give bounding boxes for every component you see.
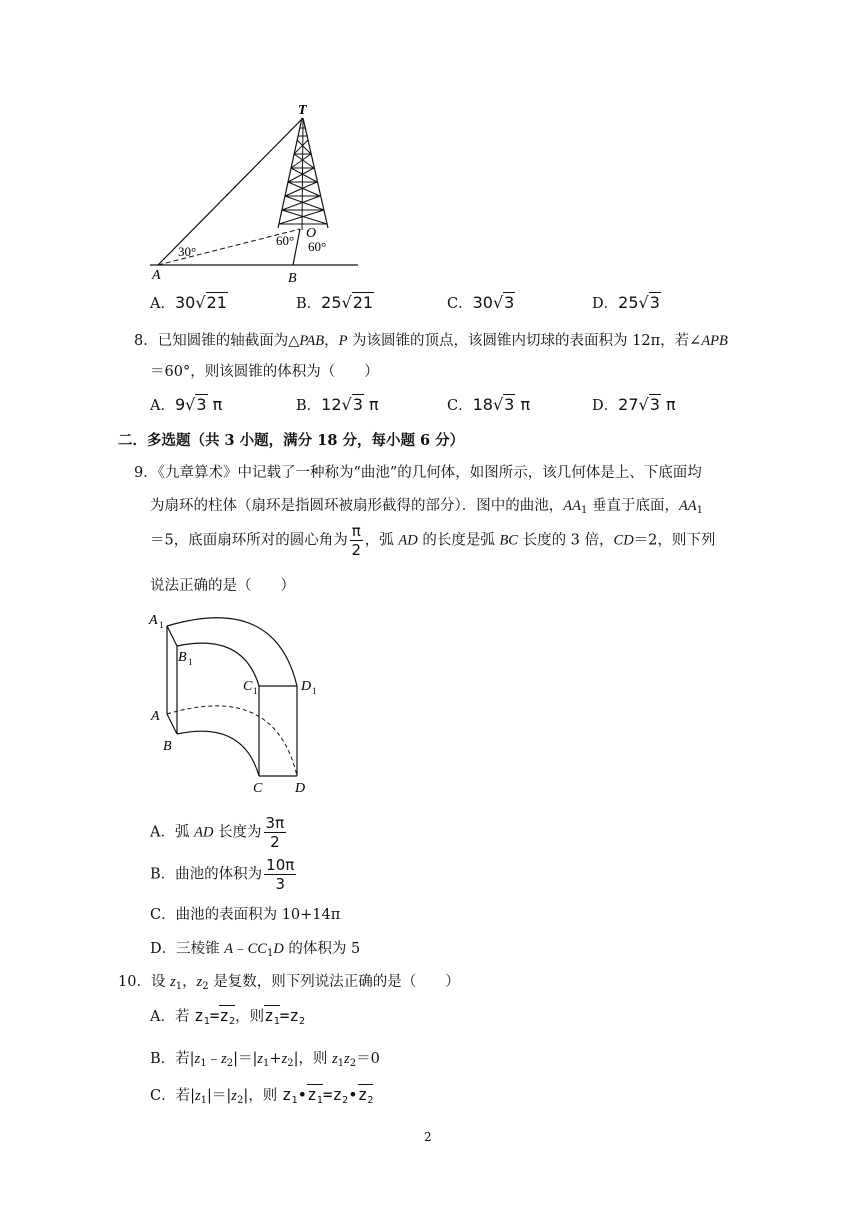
angle-o2-label: 60° — [308, 239, 327, 254]
q7-option-b[interactable]: B．25√21 — [296, 293, 374, 312]
q8-stem-line2: ＝60°，则该圆锥的体积为（ ） — [150, 364, 379, 380]
q8-option-c[interactable]: C．18√3 π — [447, 395, 531, 414]
q9-option-b[interactable]: B．曲池的体积为 $\frac{10\pi}{3}$ — [150, 856, 295, 893]
label-c: C — [253, 781, 263, 796]
svg-text:1: 1 — [159, 620, 164, 630]
q9-stem-line2: 为扇环的柱体（扇环是指圆环被扇形截得的部分）．图中的曲池，$AA_1$ 垂直于底面，$AA_1$ — [150, 498, 704, 516]
q9-option-a[interactable]: A．弧 AD 长度为 $\frac{3\pi}{2}$ — [150, 814, 285, 851]
q9-stem-line1: 9．《九章算术》中记载了一种称为“曲池”的几何体，如图所示，该几何体是上、下底面均 — [134, 465, 702, 481]
q8-option-b[interactable]: B．12√3 π — [296, 395, 379, 414]
page-number: 2 — [424, 1130, 432, 1144]
label-o: O — [306, 226, 317, 241]
angle-a-label: 30° — [178, 244, 197, 259]
label-b: B — [163, 739, 172, 754]
q9-option-d[interactable]: D．三棱锥 $A﹣CC_1D$ 的体积为 5 — [150, 941, 361, 959]
label-c1: C — [243, 679, 253, 694]
tower-figure — [140, 98, 370, 288]
q10-stem: 10．设 $z_1$，$z_2$ 是复数，则下列说法正确的是（ ） — [118, 974, 460, 992]
svg-text:1: 1 — [188, 657, 193, 667]
label-a: A — [151, 709, 160, 724]
q7-option-a[interactable]: A．30√21 — [150, 293, 227, 312]
label-d1: D — [301, 679, 312, 694]
q8-option-a[interactable]: A．9√3 π — [150, 395, 223, 414]
label-b1: B — [178, 650, 187, 665]
label-a: A — [152, 268, 161, 283]
q8-stem-line1: 8．已知圆锥的轴截面为△PAB，P 为该圆锥的顶点，该圆锥内切球的表面积为 12π，若∠APB — [134, 333, 728, 349]
q10-option-a[interactable]: A．若 $z_1=z_2$，则$z_1=z_2$ — [150, 1006, 306, 1027]
angle-o1-label: 60° — [276, 233, 295, 248]
svg-text:1: 1 — [253, 686, 258, 696]
q9-stem-line3: ＝5，底面扇环所对的圆心角为 $\frac{\pi}{2}$ ，弧 AD 的长度是弧 BC 长度的 3 倍，CD＝2，则下列 — [150, 522, 716, 559]
label-a1: A — [149, 613, 158, 628]
q10-option-b[interactable]: B．若$|z_1﹣z_2|=|z_1+z_2|$，则 $z_1z_2=0$ — [150, 1051, 380, 1069]
label-b: B — [288, 271, 297, 286]
q10-option-c[interactable]: C．若$|z_1|=|z_2|$，则 $z_1•z_1=z_2•z_2$ — [150, 1085, 374, 1106]
section-heading: 二．多选题（共 3 小题，满分 18 分，每小题 6 分） — [118, 432, 465, 449]
q9-option-c[interactable]: C．曲池的表面积为 10+14π — [150, 907, 341, 923]
label-t: T — [298, 103, 307, 118]
label-d: D — [295, 781, 306, 796]
q7-option-d[interactable]: D．25√3 — [592, 293, 660, 312]
svg-text:1: 1 — [312, 686, 317, 696]
curved-pool-figure — [145, 604, 335, 796]
fraction-pi-over-2: $\frac{\pi}{2}$ — [351, 522, 362, 559]
q9-stem-line4: 说法正确的是（ ） — [150, 578, 295, 594]
q7-option-c[interactable]: C．30√3 — [447, 293, 515, 312]
q8-option-d[interactable]: D．27√3 π — [592, 395, 676, 414]
